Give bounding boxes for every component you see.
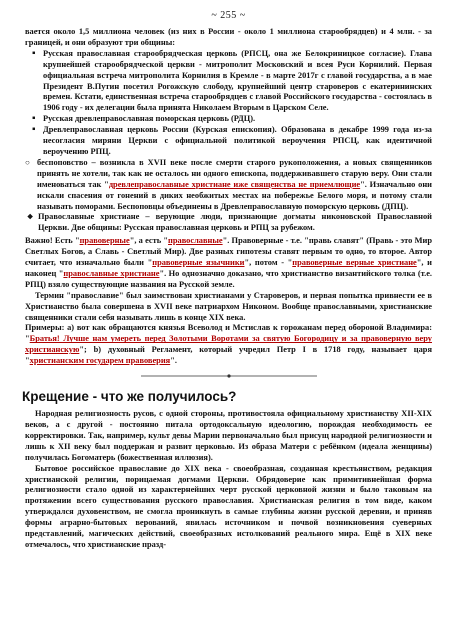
- section-paragraph-1: Народная религиозность русов, с одной стороны, противостояла официальному христианству XII-XIX веков, а с другой - постоянно питала ортодоксальную идеологию, порождая необходимость ее корректировки. Так, например, культ девы Марии первоначально был присущ народной религиозности и лишь к XII веку был поддержан и развит церковью. Из образа Матери с ребёнком (идеала женщины) получилась Богоматерь (божественная иллюзия).: [25, 409, 432, 462]
- highlight-true-christians: правоверные верные христиане: [292, 258, 417, 268]
- highlight-quote-brothers: Братья! Лучше нам умереть перед Золотыми Воротами за святую Богородицу и за правоверную веру христианскую: [25, 334, 432, 355]
- text-span: ".: [170, 356, 177, 366]
- bespopovtsy-text-2: ". Изначально они искали спасения от гонений в диких необжитых местах на побережье Белого моря, и потому стали называть поморами. Беспоповцы объединены в Древлеправославную поморскую церковь (ДПЦ).: [37, 179, 432, 211]
- page-number: ~ 255 ~: [211, 10, 246, 21]
- text-span: ", а есть ": [129, 236, 169, 246]
- text-span: Важно! Есть ": [25, 236, 80, 246]
- section-paragraph-2: Бытовое российское православие до XIX века - своеобразная, созданная крестьянством, редакция христианской религии, порицаемая догмами Церкви. Обрядоверие как примитивнейшая форма религиозности стало одной из характернейших черт русской церковной жизни и было таковым на протяжении всего существования русского православия. Христианская религия в том виде, каком утверждался духовенством, не смогла проникнуть в самые глубины жизни русской деревни, и приняв формы аграрно-бытовых верований, явилась источником и почвой возникновения суеверных представлений, магических действий, своеобразных истолкований реального мира. Ещё в XIX веке отмечалось, что христианские празд-: [25, 463, 432, 549]
- highlight-orthodox-christians: православные христиане: [63, 268, 160, 278]
- text-span: ". Но однозначно доказано, что христианство византийского толка (т.е. РПЦ) взяло существующие названия на Русской земле.: [25, 268, 433, 289]
- highlight-pravoslavnye: православные: [168, 236, 223, 246]
- list-item: ▪ Древлеправославная церковь России (Курская епископия). Образована в декабре 1999 года из-за несогласия миряни Церкви с официальной политикой вероучения РПСЦ, как идентичной вероучению РПЦ.: [31, 125, 432, 158]
- examples-paragraph: [25, 323, 432, 367]
- text-span: "; b) духовный Регламент, который учредил Петр I в 1718 году, называет царя ": [25, 345, 432, 366]
- divider-ornament: [139, 372, 319, 380]
- section-heading: Крещение - что же получилось?: [22, 389, 237, 405]
- bespopovtsy-list: [25, 158, 432, 213]
- list-item: ▪ Русская православная старообрядческая церковь (РПСЦ, она же Белокриницкое согласие). Глава крупнейшей старообрядческой церкви - митрополит Московский и всея Руси Корнилий. Первая официальная встреча митрополита Корнилия в Кремле - в марте 2017г с главой государства, а в мае Президент В.Путин посетил Рогожскую слободу, крупнейший центр староверов с екатерининских времен. Кстати, единственная встреча старообрядцев с главой Российского государства - состоялась в 1906 году - их делегации была принята Николаем Вторым в Царском Селе.: [31, 49, 432, 114]
- text-span: ", и наконец ": [25, 258, 432, 278]
- text-span: ", потом - ": [244, 258, 293, 268]
- term-paragraph: Термин "православие" был заимствован христианами у Староверов, и первая попытка привнести ее в Христианство была совершена в XVII веке патриархом Никоном. Вообще православными, христианские священники стали себя называть лишь в конце XIX века.: [25, 290, 432, 322]
- list-item: ▪ Русская древлеправославная поморская церковь (РДЦ).: [31, 114, 432, 125]
- bespopovtsy-red-quote: древлеправославные христиане иже священства не приемлющие: [108, 179, 361, 189]
- bespopovtsy-item: [25, 158, 432, 213]
- highlight-quote-sovereign: христианским государем правоверия: [29, 356, 171, 366]
- highlight-pagans: правоверные язычники: [152, 258, 245, 268]
- orthodox-list: [25, 212, 432, 234]
- highlight-pravovernye: правоверные: [79, 236, 130, 246]
- section-divider: [25, 372, 432, 380]
- bespopovtsy-text-1: беспоповство – возникла в XVII веке после смерти старого рукоположения, а новых священников принять не хотели, так как не осталось ни одного епископа, поддерживавшего старую веру. Они стали именоваться так ": [37, 157, 432, 189]
- intro-paragraph: вается около 1,5 миллиона человек (из них в России - около 1 миллиона старообрядцев) и 4 млн. - за границей, и они образуют три общины:: [25, 27, 432, 47]
- text-span: Примеры: а) вот как обращаются князья Всеволод и Мстислав к горожанам перед обороной Владимира: ": [25, 323, 432, 344]
- orthodox-christians-item: ❖ Православные христиане – верующие люди, признающие догматы никоновской Православной Церкви. Две общины: Русская православная церковь и РПЦ за рубежом.: [25, 212, 432, 234]
- communities-list: [31, 49, 432, 158]
- text-span: ". Правоверные - т.е. "правь славят" (Правь - это Мир Светлых Богов, а Славь - Светлый Мир). Две разных гипотезы ставят первым то одно, то второе. Автор считает, что изначально были ": [25, 236, 432, 268]
- important-paragraph: [25, 236, 432, 291]
